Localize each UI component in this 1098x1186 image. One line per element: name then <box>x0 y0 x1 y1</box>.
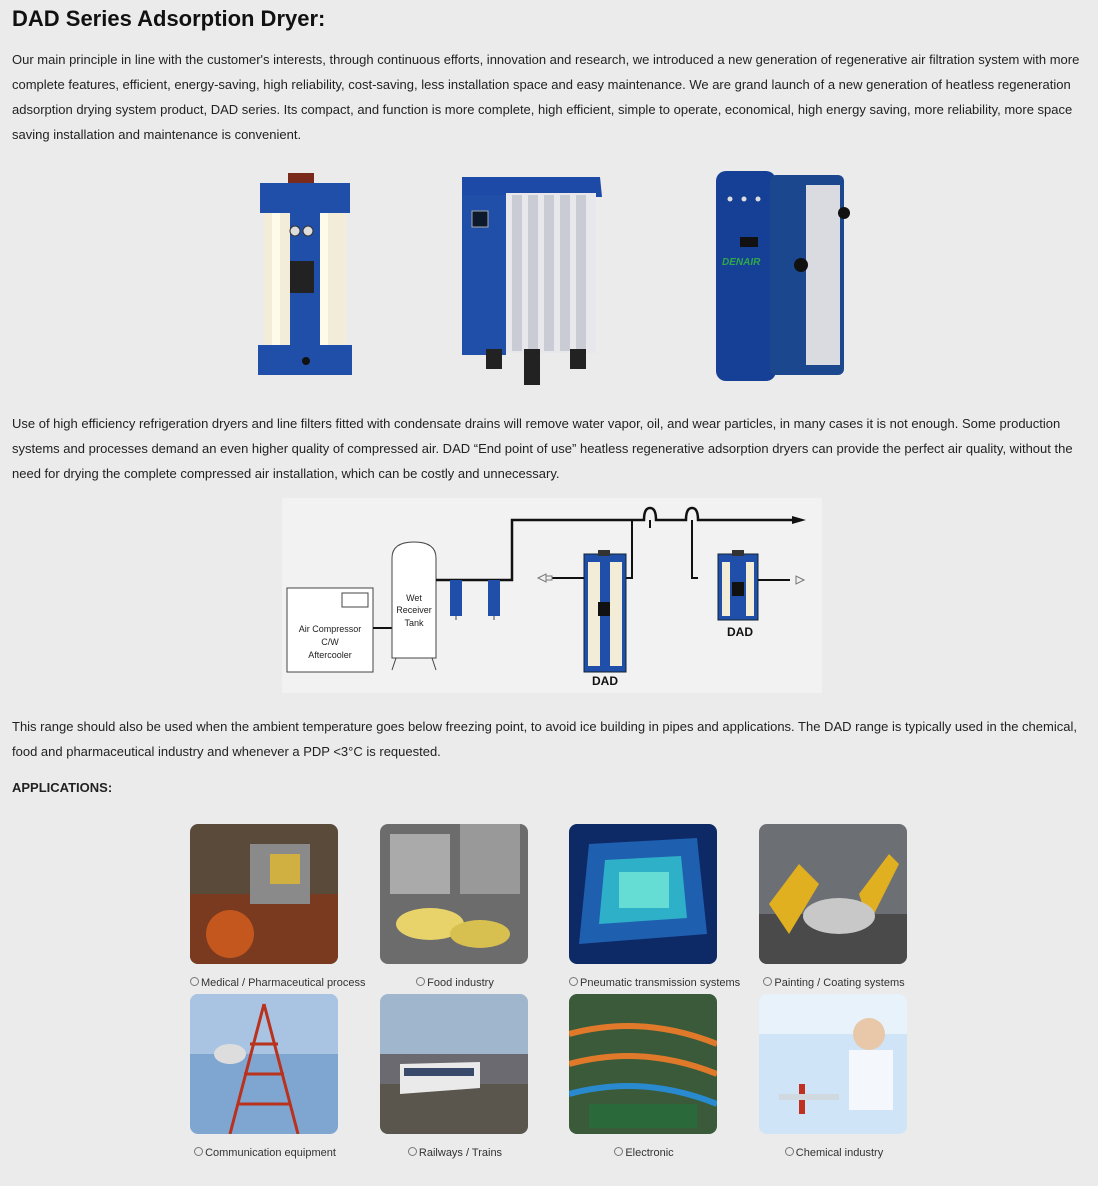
communication-image <box>190 994 338 1134</box>
application-label: Chemical industry <box>795 1147 884 1159</box>
tank-label-2: Receiver <box>396 605 432 615</box>
compressor-label-3: Aftercooler <box>308 650 352 660</box>
dad-large-label: DAD <box>592 674 618 688</box>
product-photos <box>250 165 860 390</box>
pneumatic-image <box>569 824 717 964</box>
application-label: Food industry <box>427 977 494 989</box>
compressor-label-2: C/W <box>321 637 339 647</box>
dad-large-dryer-image <box>716 171 850 381</box>
tank-label-1: Wet <box>406 593 422 603</box>
application-label: Painting / Coating systems <box>774 977 905 989</box>
medical-process-image <box>190 824 338 964</box>
application-tile-painting <box>759 824 909 989</box>
dad-small-dryer-image <box>258 173 352 375</box>
application-tile-medical <box>190 824 366 989</box>
chemical-image <box>759 994 907 1134</box>
application-tile-pneumatic <box>569 824 741 989</box>
applications-heading: APPLICATIONS: <box>12 780 113 795</box>
application-label: Electronic <box>625 1147 674 1159</box>
compressor-label-1: Air Compressor <box>298 624 362 634</box>
application-tile-chemical <box>759 994 909 1159</box>
installation-schematic <box>282 498 822 693</box>
application-tile-electronic <box>569 994 719 1159</box>
food-industry-image <box>380 824 528 964</box>
painting-image <box>759 824 907 964</box>
intro-paragraph: Our main principle in line with the customer's interests, through continuous efforts, innovation and research, we introduced a new generation of regenerative air filtration system with more complete features, efficient, energy-saving, high reliability, cost-saving, less installation space and easy maintenance. We are grand launch of a new generation of heatless regeneration adsorption drying system product, DAD series. Its compact, and function is more complete, high efficient, simple to operate, economical, high energy saving, more reliability, more space saving installation and maintenance is convenient. <box>12 52 1080 142</box>
application-label: Railways / Trains <box>418 1147 503 1159</box>
application-tile-railways <box>380 994 530 1159</box>
application-label: Communication equipment <box>205 1147 336 1159</box>
application-label: Medical / Pharmaceutical process <box>201 977 366 989</box>
end-point-paragraph: Use of high efficiency refrigeration dryers and line filters fitted with condensate drains will remove water vapor, oil, and wear particles, in many cases it is not enough. Some production systems and processes demand an even higher quality of compressed air. DAD “End point of use” heatless regenerative adsorption dryers can provide the perfect air quality, without the need for drying the complete compressed air installation, which can be costly and unnecessary. <box>12 416 1073 481</box>
dad-small-label: DAD <box>727 625 753 639</box>
electronic-image <box>569 994 717 1134</box>
page-title: DAD Series Adsorption Dryer: <box>12 6 326 31</box>
brand-logo: DENAIR <box>722 257 761 268</box>
railways-image <box>380 994 528 1134</box>
application-tile-communication <box>190 994 340 1159</box>
application-tile-food <box>380 824 530 989</box>
application-label: Pneumatic transmission systems <box>580 977 741 989</box>
dad-medium-dryer-image <box>462 177 602 385</box>
ambient-paragraph: This range should also be used when the ambient temperature goes below freezing point, to avoid ice building in pipes and applications. The DAD range is typically used in the chemical, food and pharmaceutical industry and whenever a PDP <3°C is requested. <box>12 719 1077 759</box>
tank-label-3: Tank <box>404 618 424 628</box>
